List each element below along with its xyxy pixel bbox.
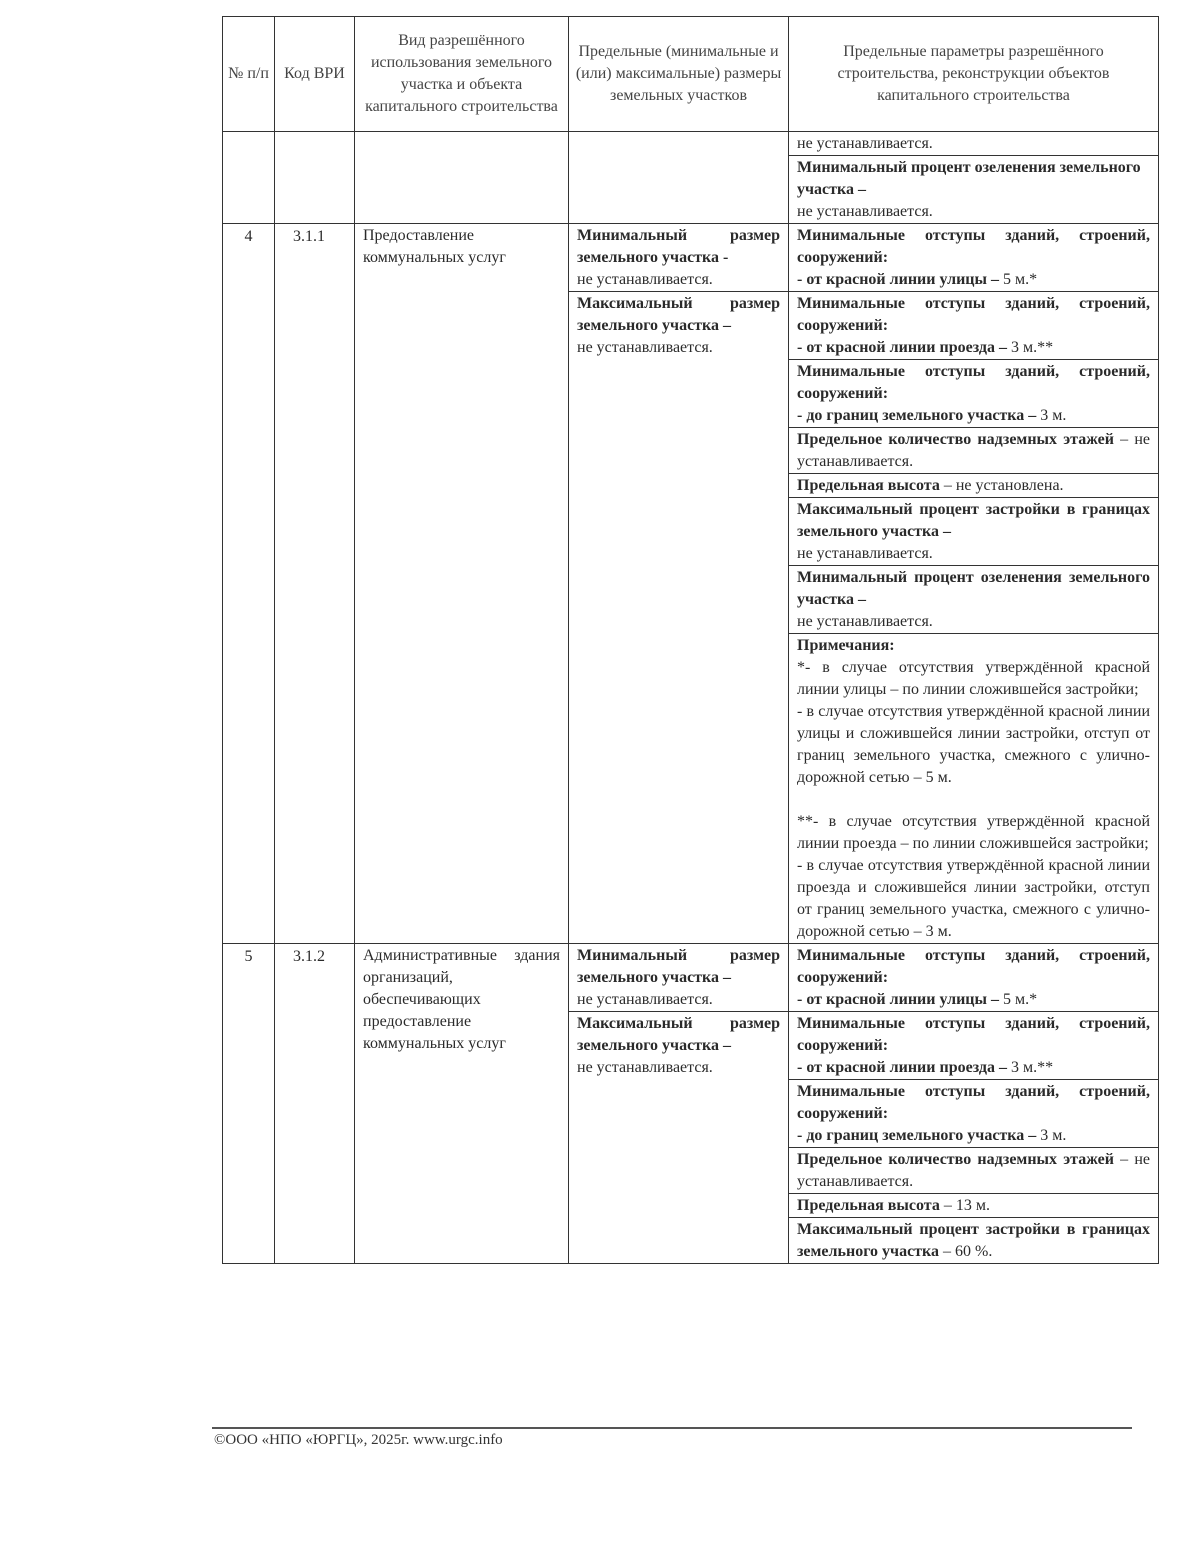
note-text: **- в случае отсутствия утверждённой красной линии проезда – по линии сложившейся застройки; bbox=[797, 813, 1150, 852]
table-header-row bbox=[223, 17, 1159, 132]
header-num: № п/п bbox=[223, 17, 275, 132]
row-code: 3.1.2 bbox=[275, 944, 355, 1264]
min-size: Минимальный размер земельного участка – не устанавливается. bbox=[569, 944, 789, 1012]
param-offset-passage: Минимальные отступы зданий, строений, сооружений: - от красной линии проезда – 3 м.** bbox=[789, 292, 1159, 360]
param-coverage: Максимальный процент застройки в границах земельного участка – не устанавливается. bbox=[789, 498, 1159, 566]
row-code: 3.1.1 bbox=[275, 224, 355, 944]
param-greening: Минимальный процент озеленения земельного участка – не устанавливается. bbox=[789, 566, 1159, 634]
param-offset-boundary: Минимальные отступы зданий, строений, сооружений: - до границ земельного участка – 3 м. bbox=[789, 1080, 1159, 1148]
note-text: - в случае отсутствия утверждённой красной линии улицы и сложившейся линии застройки, отступ от границ земельного участка, смежного с улично-дорожной сетью – 5 м. bbox=[797, 703, 1150, 786]
row-number: 4 bbox=[223, 224, 275, 944]
note-text: - в случае отсутствия утверждённой красной линии проезда и сложившейся линии застройки, отступ от границ земельного участка, смежного с улично-дорожной сетью – 3 м. bbox=[797, 857, 1150, 940]
footer-divider bbox=[212, 1427, 1132, 1429]
param-coverage: Максимальный процент застройки в границах земельного участка – 60 %. bbox=[789, 1218, 1159, 1264]
header-code: Код ВРИ bbox=[275, 17, 355, 132]
header-size: Предельные (минимальные и (или) максимальные) размеры земельных участков bbox=[569, 17, 789, 132]
param-offset-passage: Минимальные отступы зданий, строений, сооружений: - от красной линии проезда – 3 м.** bbox=[789, 1012, 1159, 1080]
notes bbox=[789, 634, 1159, 944]
row-name: Предоставление коммунальных услуг bbox=[355, 224, 569, 944]
param-offset-street: Минимальные отступы зданий, строений, сооружений: - от красной линии улицы – 5 м.* bbox=[789, 944, 1159, 1012]
note-text: *- в случае отсутствия утверждённой красной линии улицы – по линии сложившейся застройки; bbox=[797, 659, 1150, 698]
continuation-tail: не устанавливается. bbox=[789, 132, 1159, 156]
table-row bbox=[223, 224, 1159, 292]
param-offset-boundary: Минимальные отступы зданий, строений, сооружений: - до границ земельного участка – 3 м. bbox=[789, 360, 1159, 428]
regulations-table bbox=[222, 16, 1159, 1264]
footer-copyright: ©ООО «НПО «ЮРГЦ», 2025г. www.urgc.info bbox=[214, 1432, 503, 1448]
param-height: Предельная высота – 13 м. bbox=[789, 1194, 1159, 1218]
param-offset-street: Минимальные отступы зданий, строений, сооружений: - от красной линии улицы – 5 м.* bbox=[789, 224, 1159, 292]
row-name: Административные здания организаций, обеспечивающих предоставление коммунальных услуг bbox=[355, 944, 569, 1264]
param-height: Предельная высота – не установлена. bbox=[789, 474, 1159, 498]
min-size: Минимальный размер земельного участка - не устанавливается. bbox=[569, 224, 789, 292]
header-params: Предельные параметры разрешённого строительства, реконструкции объектов капитального строительства bbox=[789, 17, 1159, 132]
row-number: 5 bbox=[223, 944, 275, 1264]
table-row bbox=[223, 132, 1159, 156]
header-type: Вид разрешённого использования земельного участка и объекта капитального строительства bbox=[355, 17, 569, 132]
param-floors: Предельное количество надземных этажей – не устанавливается. bbox=[789, 1148, 1159, 1194]
notes-title: Примечания: bbox=[797, 637, 895, 654]
continuation-green: Минимальный процент озеленения земельного участка – не устанавливается. bbox=[789, 156, 1159, 224]
max-size: Максимальный размер земельного участка – не устанавливается. bbox=[569, 1012, 789, 1264]
param-floors: Предельное количество надземных этажей – не устанавливается. bbox=[789, 428, 1159, 474]
max-size: Максимальный размер земельного участка – не устанавливается. bbox=[569, 292, 789, 944]
table-row bbox=[223, 944, 1159, 1012]
